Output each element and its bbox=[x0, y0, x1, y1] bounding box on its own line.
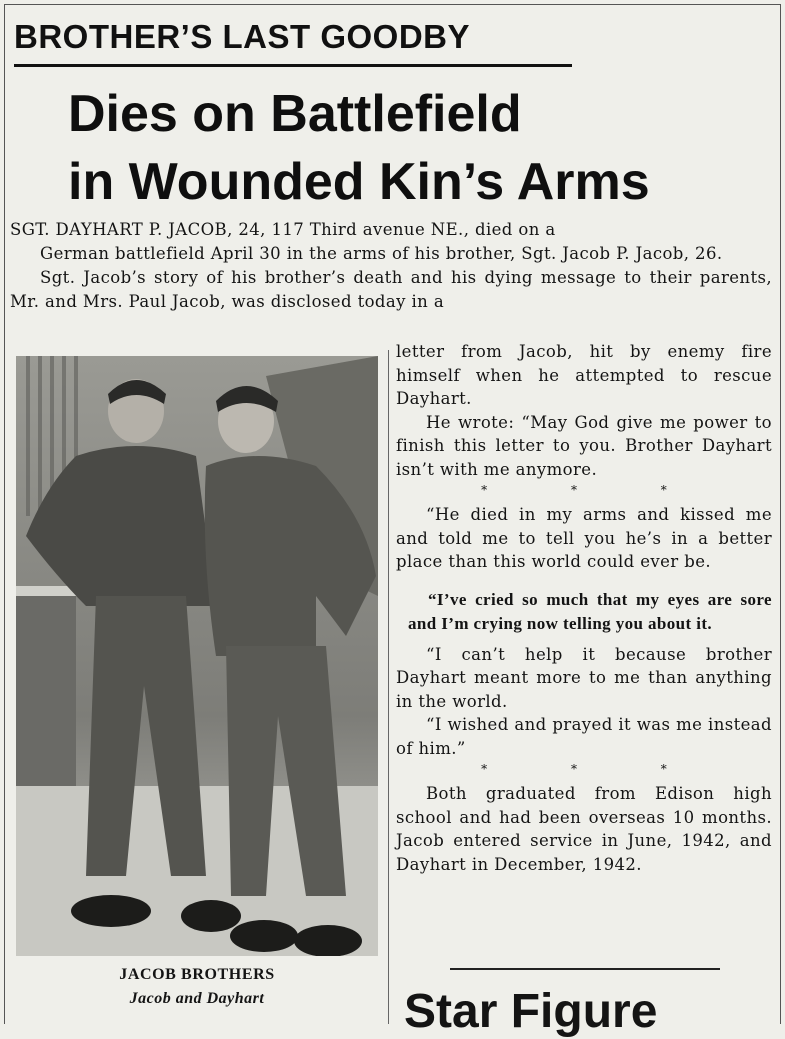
column-paragraph-1: letter from Jacob, hit by enemy fire himself when he attempted to rescue Dayhart. bbox=[396, 342, 772, 408]
section-stars-2: * * * bbox=[481, 762, 707, 776]
column-paragraph-5: “I can’t help it because brother Dayhart meant more to me than anything in the world. bbox=[396, 644, 772, 711]
section-stars-1: * * * bbox=[481, 483, 707, 497]
photo-caption-title: JACOB BROTHERS bbox=[119, 966, 275, 983]
column-divider bbox=[388, 350, 389, 1024]
lead-first-line: SGT. DAYHART P. JACOB, 24, 117 Third avenue NE., died on a bbox=[10, 220, 556, 239]
right-column-text bbox=[396, 340, 772, 876]
column-paragraph-3: “He died in my arms and kissed me and told me to tell you he’s in a better place than this world could ever be. bbox=[396, 505, 772, 571]
page-border-left bbox=[4, 4, 5, 1024]
page-border-right bbox=[780, 4, 781, 1024]
column-paragraph-6: “I wished and prayed it was me instead of him.” bbox=[396, 715, 772, 758]
lead-paragraphs bbox=[10, 218, 772, 314]
main-headline bbox=[68, 80, 768, 216]
page-border-top bbox=[4, 4, 781, 5]
lead-first-paragraph-rest: German battlefield April 30 in the arms of his brother, Sgt. Jacob P. Jacob, 26. bbox=[40, 244, 723, 263]
column-bold-quote: “I’ve cried so much that my eyes are sore and I’m crying now telling you about it. bbox=[408, 589, 772, 633]
headline-line-2: in Wounded Kin’s Arms bbox=[68, 153, 650, 211]
kicker-headline: BROTHER’S LAST GOODBY bbox=[14, 18, 471, 55]
column-paragraph-2: He wrote: “May God give me power to finish this letter to you. Brother Dayhart isn’t with me anymore. bbox=[396, 412, 772, 479]
headline-line-1: Dies on Battlefield bbox=[68, 85, 522, 143]
next-article-headline: Star Figure bbox=[404, 985, 658, 1038]
photo-illustration bbox=[16, 356, 378, 956]
photo-caption-subtitle: Jacob and Dayhart bbox=[129, 990, 265, 1007]
jacob-brothers-photo bbox=[16, 356, 378, 956]
lead-second-paragraph: Sgt. Jacob’s story of his brother’s death and his dying message to their parents, Mr. and Mrs. Paul Jacob, was disclosed today in a bbox=[10, 268, 772, 311]
column-paragraph-7: Both graduated from Edison high school and had been overseas 10 months. Jacob entered service in June, 1942, and Dayhart in December, 1942. bbox=[396, 784, 772, 874]
article-end-rule bbox=[450, 968, 720, 970]
kicker-underline bbox=[14, 64, 572, 67]
